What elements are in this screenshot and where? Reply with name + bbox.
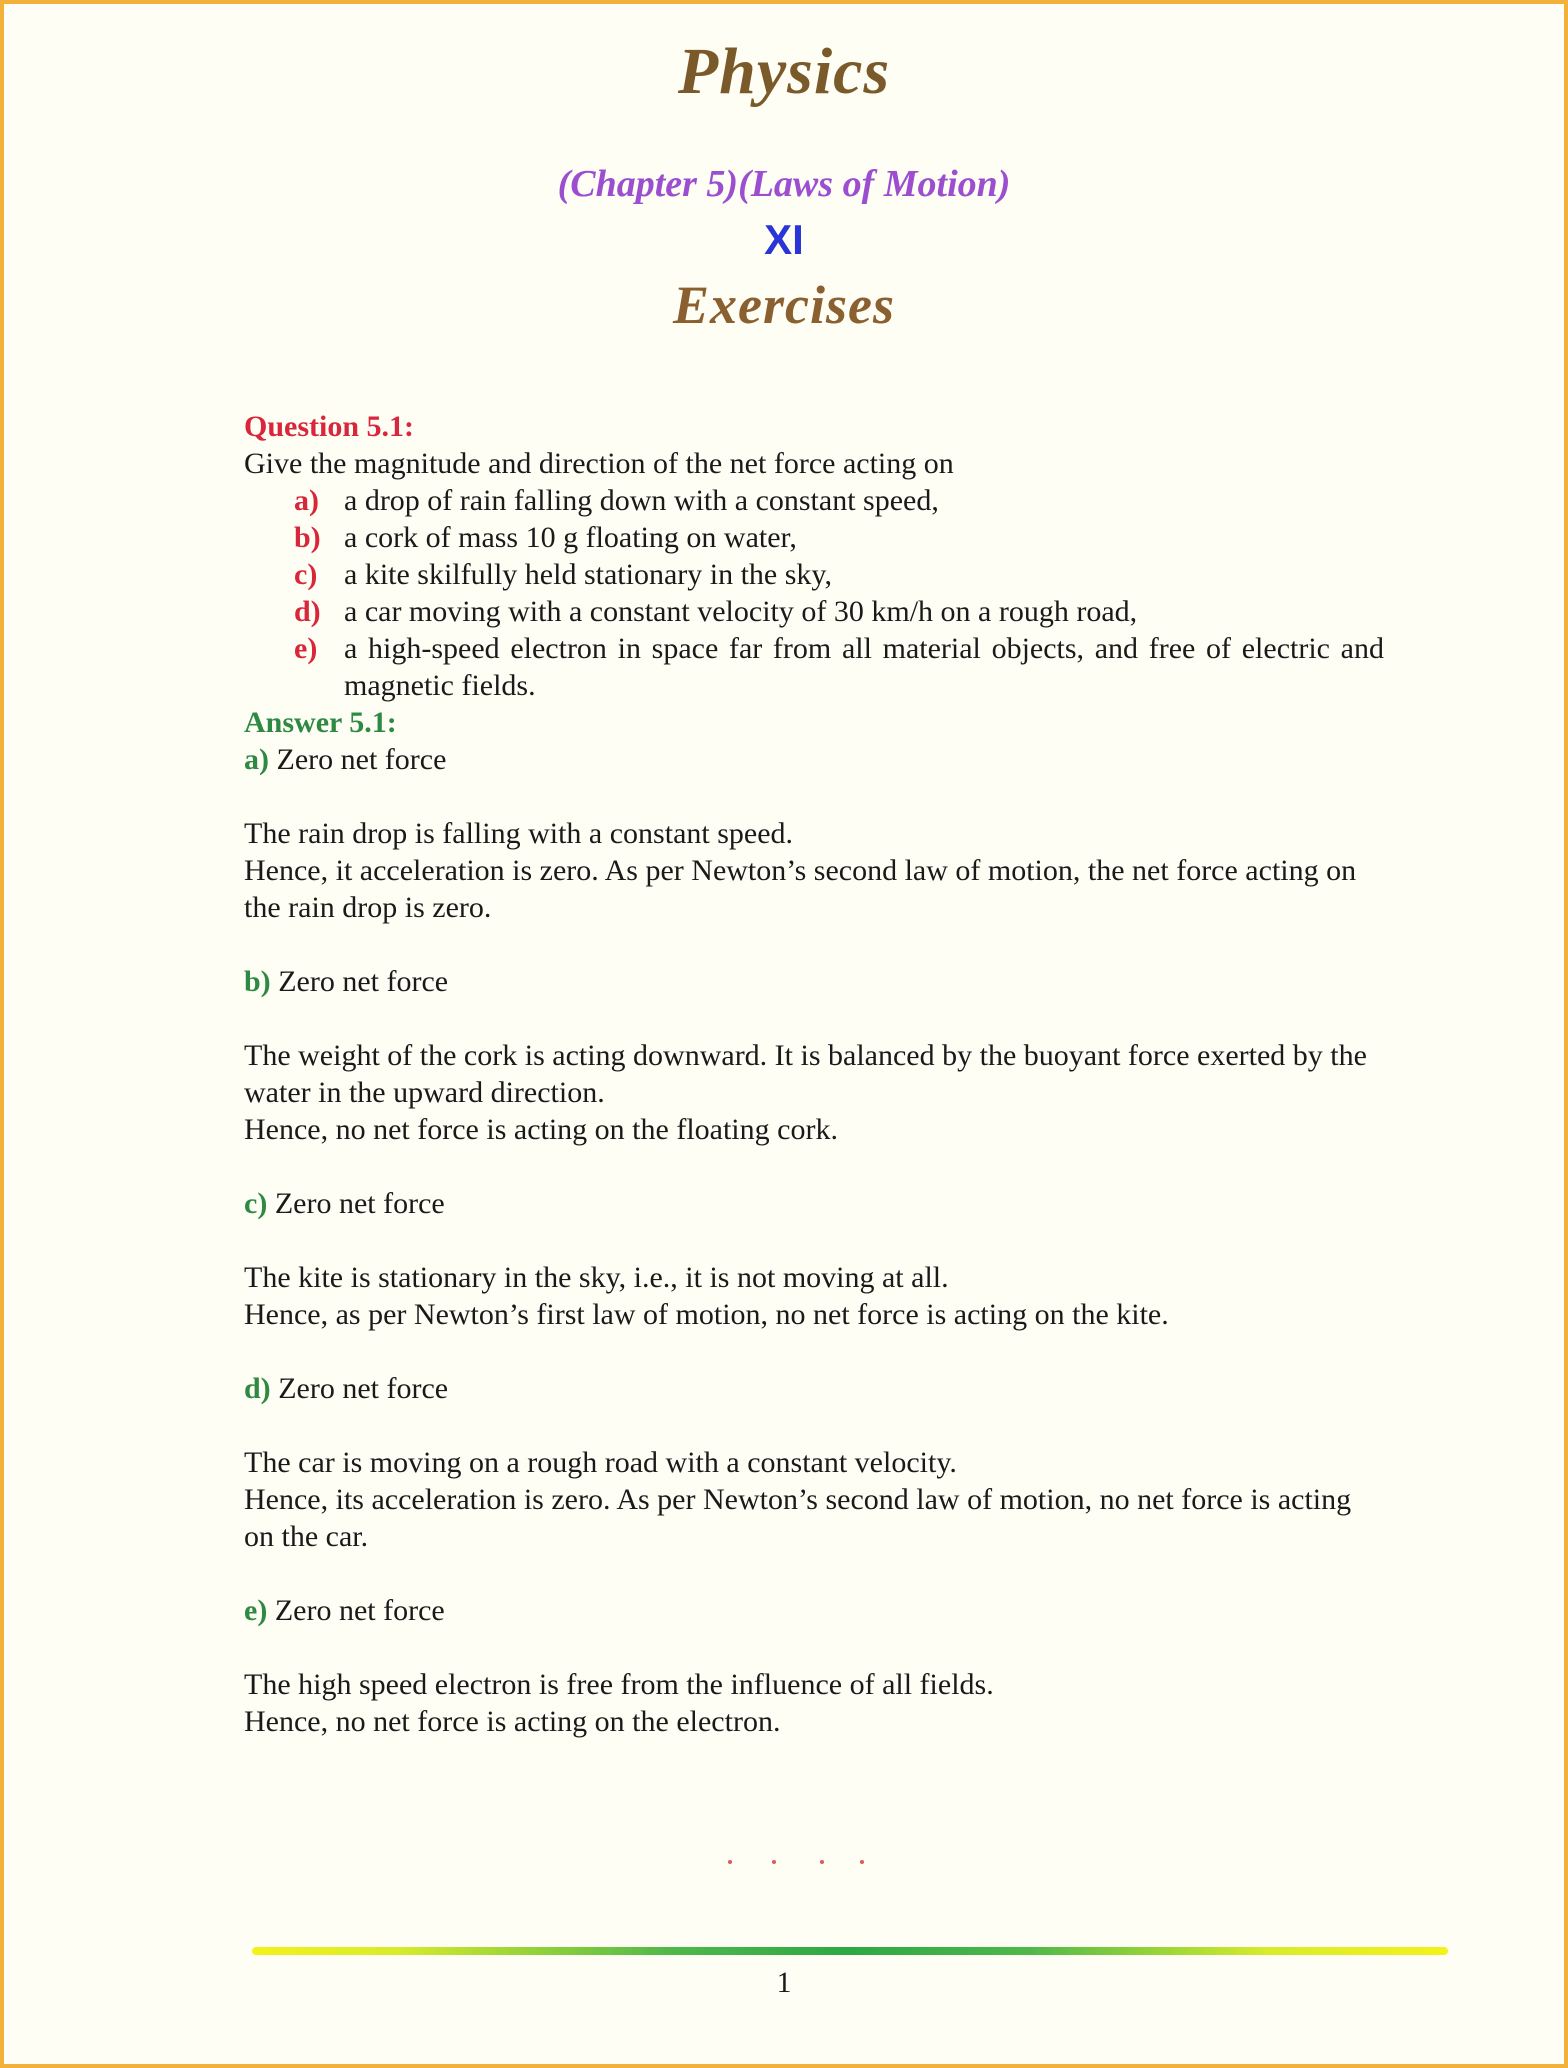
answer-part-heading (244, 963, 1384, 1000)
option-letter: c) (294, 558, 318, 591)
answer-part-letter: b) (244, 965, 271, 998)
answer-part-title: Zero net force (276, 743, 447, 776)
option-text: a kite skilfully held stationary in the sky, (344, 558, 832, 591)
option-text: a drop of rain falling down with a constant speed, (344, 484, 939, 517)
answer-part-line: The weight of the cork is acting downward. It is balanced by the buoyant force exerted by the water in the upward direction. (244, 1039, 1367, 1109)
answer-part-letter: e) (244, 1594, 268, 1627)
option-item (244, 482, 1384, 519)
dot (860, 1860, 864, 1864)
option-item (244, 556, 1384, 593)
answer-part-line: The high speed electron is free from the influence of all fields. (244, 1668, 994, 1701)
option-letter: b) (294, 521, 321, 554)
class-label: XI (764, 216, 804, 263)
option-item (244, 519, 1384, 556)
question-label: Question 5.1: (244, 410, 415, 443)
answer-label: Answer 5.1: (244, 706, 397, 739)
option-text: a cork of mass 10 g floating on water, (344, 521, 797, 554)
option-letter: e) (294, 632, 318, 665)
answer-part-line: Hence, as per Newton’s first law of motion, no net force is acting on the kite. (244, 1298, 1169, 1331)
answer-part-heading (244, 1185, 1384, 1222)
answer-part-letter: a) (244, 743, 269, 776)
answer-part-line: Hence, its acceleration is zero. As per Newton’s second law of motion, no net force is acting on the car. (244, 1483, 1352, 1553)
page-number: 1 (776, 1966, 792, 1999)
question-options (244, 482, 1384, 704)
option-letter: d) (294, 595, 321, 628)
answer-part-title: Zero net force (274, 1187, 445, 1220)
dot (728, 1860, 732, 1864)
answer-part-letter: d) (244, 1372, 271, 1405)
option-text: a car moving with a constant velocity of 30 km/h on a rough road, (344, 595, 1138, 628)
answer-part-title: Zero net force (278, 965, 449, 998)
decorative-dots (728, 1860, 868, 1866)
answer-part-heading (244, 741, 1384, 778)
section-heading: Exercises (673, 275, 895, 335)
dot (820, 1860, 824, 1864)
footer-divider (252, 1947, 1448, 1955)
option-letter: a) (294, 484, 319, 517)
answer-part-line: Hence, it acceleration is zero. As per Newton’s second law of motion, the net force acting on the rain drop is zero. (244, 854, 1357, 924)
answer-part-line: The car is moving on a rough road with a constant velocity. (244, 1446, 957, 1479)
answer-part-letter: c) (244, 1187, 268, 1220)
page-title: Physics (677, 35, 891, 108)
answer-part-heading (244, 1592, 1384, 1629)
answer-part-heading (244, 1370, 1384, 1407)
option-text: a high-speed electron in space far from all material objects, and free of electric and magnetic fields. (344, 632, 1384, 702)
dot (772, 1860, 776, 1864)
option-item (244, 630, 1384, 704)
chapter-heading: (Chapter 5)(Laws of Motion) (557, 163, 1011, 205)
answer-part-title: Zero net force (278, 1372, 449, 1405)
answer-part-title: Zero net force (274, 1594, 445, 1627)
question-text: Give the magnitude and direction of the net force acting on (244, 447, 954, 480)
answer-part-line: The rain drop is falling with a constant speed. (244, 817, 794, 850)
answer-part-line: Hence, no net force is acting on the electron. (244, 1705, 781, 1738)
content-body (244, 408, 1384, 1740)
answer-part-line: Hence, no net force is acting on the floating cork. (244, 1113, 838, 1146)
answer-part-line: The kite is stationary in the sky, i.e., it is not moving at all. (244, 1261, 949, 1294)
option-item (244, 593, 1384, 630)
